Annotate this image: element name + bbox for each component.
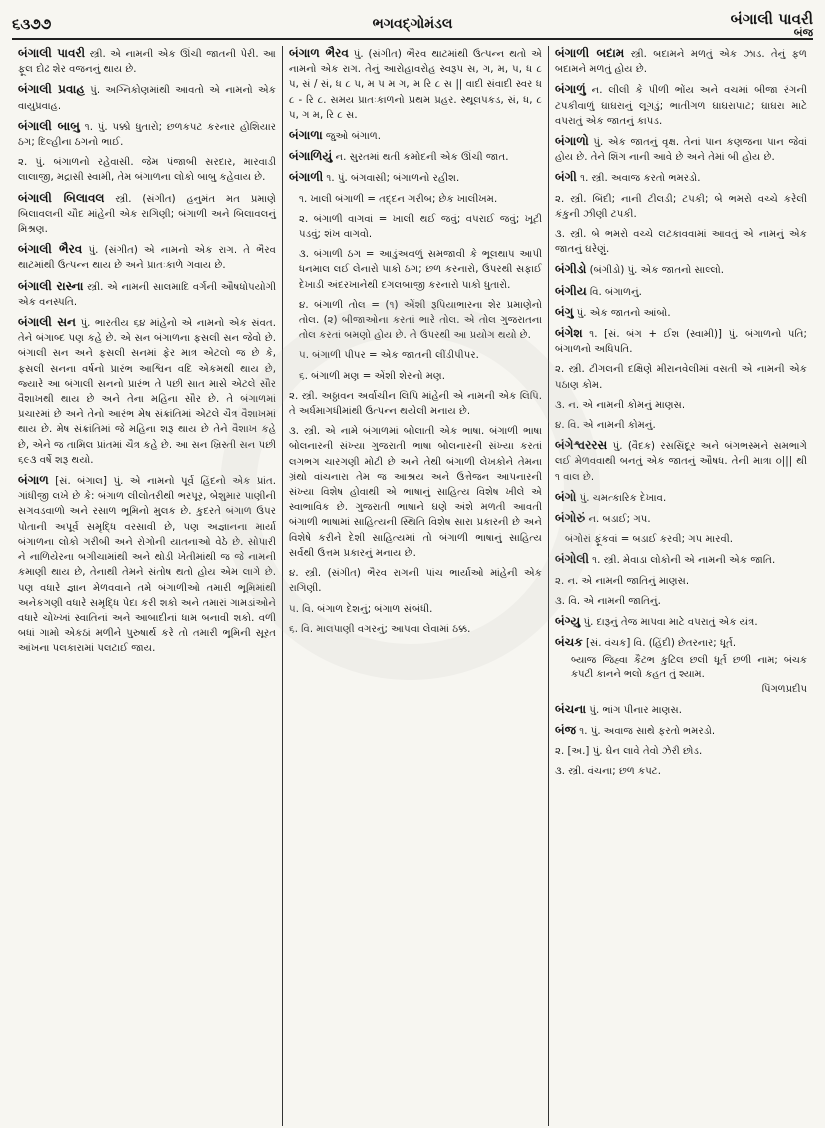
definition-text: ૨. બંગાળી વાગવાં = ખાલી થઈ જવું; વપરાઈ જવું; ખૂટી પડવું; શંખ વાગવો. <box>299 213 542 241</box>
dictionary-entry <box>289 389 542 419</box>
book-title: ભગવદ્ગોમંડલ <box>372 16 453 32</box>
dictionary-entry <box>289 424 542 561</box>
dictionary-entry <box>555 82 807 129</box>
headword: બંચક <box>555 635 583 650</box>
dictionary-entry <box>18 315 276 468</box>
dictionary-entry <box>555 723 807 739</box>
dictionary-entry <box>555 305 807 321</box>
definition-text: ૪. બંગાળી તોલ = (૧) એંશી રૂપિયાભારના શેર પ્રમાણેનો તોલ. (૨) બીજાઓના કરતાં ભારે તોલ. એ તોલ ગુજરાતના તોલ કરતાં બમણો હોય છે. તે ઉપરથી આ પ્રયોગ થયો છે. <box>299 299 542 342</box>
definition-text: સ્ત્રી. બદામને મળતું એક ઝાડ. તેનું ફળ બદામને મળતું હોય છે. <box>555 49 808 76</box>
headword: બંગાળ <box>18 473 49 488</box>
definition-text: પું. ભારતીય ૬૪ માંહેનો એ નામનો એક સંવત. તેને બંગાબ્દ પણ કહે છે. એ સન બંગાળના ફસલી સન જેવો છે. બંગાલી સન અને ફસલી સનમાં ફેર માત્ર એટલો જ છે કે, ફસલી સનના વર્ષનો પ્રારંભ આશ્વિન વદિ એકમથી થાય છે, જ્યારે આ બંગાલી સનનો પ્રારંભ તે પછી સાત માસે એટલે સૌર વૈશાખથી થાય છે અને તેના મહિના સૌર છે. તે બંગાળમાં પ્રચારમાં છે અને તેનો આરંભ મેષ સંક્રાંતિમાં એટલે ચૈત્ર વૈશાખમાં થાય છે. મેષ સંક્રાંતિમાં જે મહિના શરૂ થાય છે તેને વૈશાખ કહે છે, એને જ તામિલ પ્રાંતમાં ચૈત્ર કહે છે. આ સન ખ્રિસ્તી સન પછી ૬૯૩ વર્ષે શરૂ થયો. <box>18 318 276 466</box>
dictionary-entry <box>289 46 542 123</box>
definition-text: પું. ચમત્કારિક દેખાવ. <box>579 492 667 504</box>
dictionary-entry <box>289 192 542 207</box>
headword: બંગો <box>555 489 577 504</box>
headword: બંગાળી <box>289 170 324 185</box>
dictionary-entry <box>555 702 807 718</box>
dictionary-entry <box>555 284 807 300</box>
headword: બંગાલી બાબુ <box>18 118 80 133</box>
dictionary-entry <box>555 594 807 609</box>
dictionary-entry <box>289 149 542 165</box>
headword: બંગાળ ભૈરવ <box>289 46 349 60</box>
dictionary-entry <box>555 418 807 433</box>
dictionary-entry <box>555 574 807 589</box>
dictionary-entry <box>555 438 807 485</box>
dictionary-entry <box>555 46 807 77</box>
dictionary-entry <box>555 170 807 186</box>
dictionary-entry <box>289 348 542 363</box>
dictionary-entry <box>18 155 276 185</box>
headword: બંગેશ્વરરસ <box>555 438 608 453</box>
column-3 <box>548 46 813 1126</box>
definition-text: ન. બડાઈ; ગપ. <box>588 514 651 526</box>
page-header <box>12 10 813 40</box>
definition-text: ૨. સ્ત્રી. અઠ્ઠાવન અર્વાચીન લિપિ માંહેની એ નામની એક લિપિ. તે અર્ધમાગધીમાંથી ઉત્પન્ન થયેલી મનાય છે. <box>289 390 542 418</box>
dictionary-entry <box>18 279 276 310</box>
definition-text: [સં. વંચક] વિ. (હિંદી) છેતરનાર; ધૂર્ત. <box>585 638 737 650</box>
headword: બંગીય <box>555 283 587 298</box>
definition-text: ૩. બંગાળી ઠગ = આડુંઅવળું સમજાવી કે ભૂલથાપ આપી ધનમાલ લઈ લેનારો પાકો ઠગ; છળ કરનારો, ઉપરથી સફાઈ દેખાડી અંદરખાનેથી દગલબાજી કરનારો પાકો ધુતારો. <box>299 249 542 291</box>
quotation-source: પિંગળપ્રદીપ <box>761 683 807 695</box>
dictionary-entry <box>18 46 276 77</box>
dictionary-entry <box>555 227 807 257</box>
headword: બંગ્યુ <box>555 614 581 629</box>
dictionary-entry <box>18 191 276 238</box>
headword: બંગાલી બિલાવલ <box>18 190 105 205</box>
headword: બંગાળા <box>289 128 323 143</box>
headword: બંગાળી બદામ <box>555 46 625 60</box>
guide-word: બંગાલી પાવરી <box>730 10 813 28</box>
definition-text: ૨. પું. બંગાળનો રહેવાસી. જેમ પંજાબી સરદાર, મારવાડી લાલાજી, મદ્રાસી સ્વામી, તેમ બંગાળના લોકો બાબુ કહેવાય છે. <box>18 157 276 184</box>
headword: બંગાલી રાસ્ના <box>18 278 84 293</box>
headword: બંજ <box>555 722 576 737</box>
dictionary-entry <box>555 614 807 630</box>
definition-text: ૬. બંગાળી મણ = એંશી શેરનો મણ. <box>299 370 446 382</box>
headword: બંગેશ <box>555 326 583 341</box>
definition-text: પું. એક જાતનો આંબો. <box>576 307 671 319</box>
definition-text: પું. દારૂનું તેજ માપવા માટે વપરાતું એક યંત્ર. <box>583 617 758 629</box>
definition-text: પું. એક જાતનું વૃક્ષ. તેનાં પાન કણજના પાન જેવાં હોય છે. તેને શિંગ નાની આવે છે અને તેમાં બી હોય છે. <box>555 137 807 164</box>
headword: બંગોલી <box>555 552 589 567</box>
dictionary-entry <box>289 212 542 242</box>
definition-text: ૨. સ્ત્રી. ટીગલની દક્ષિણે મીરાનવેલીમાં વસતી એ નામની એક પઠાણ કોમ. <box>555 364 807 391</box>
dictionary-entry <box>289 247 542 293</box>
headword: બંગીડો <box>555 262 587 277</box>
definition-text: વિ. બંગાળનું. <box>589 286 642 298</box>
dictionary-entry <box>289 602 542 617</box>
dictionary-entry <box>289 622 542 637</box>
page-number: ૬૩૭૭ <box>12 15 52 33</box>
headword: બંગી <box>555 170 577 185</box>
definition-text: પું. અગ્નિકોણમાંથી આવતો એ નામનો એક વાયુપ્રવાહ. <box>18 85 276 112</box>
guide-word-block <box>731 10 813 38</box>
dictionary-entry <box>555 635 807 696</box>
dictionary-entry <box>289 170 542 186</box>
headword: બંગુ <box>555 304 574 319</box>
definition-text: ૩. વિ. એ નામની જાતિનું. <box>555 595 661 607</box>
definition-text: ૧. પું. અવાજ સાથે ફરતો ભમરડો. <box>579 725 716 737</box>
definition-text: ૪. સ્ત્રી. (સંગીત) ભૈરવ રાગની પાંચ ભાર્યાઓ માંહેની એક રાગિણી. <box>289 568 542 595</box>
definition-text: (બંગીડો) પું. એક જાતનો સાલ્લો. <box>589 265 725 277</box>
definition-text: સ્ત્રી. એ નામની સાલમાદિ વર્ગની ઔષધોપયોગી એક વનસ્પતિ. <box>18 281 276 308</box>
definition-text: જુઓ બંગાળ. <box>325 131 382 143</box>
definition-text: ૧. પું. પક્કો ધુતારો; છળકપટ કરનાર હોશિયાર ઠગ; દિલ્હીના ઠગનો ભાઈ. <box>18 121 277 149</box>
definition-text: [સં. બંગાલ] પું. એ નામનો પૂર્વ હિંદનો એક પ્રાંત. ગાંધીજી લખે છે કે: બંગાળ લીલોતરીથી ભરપૂર, બેશુમાર પાણીની સગવડવાળો અને રસાળ ભૂમિનો મુલક છે. કુદરતે બંગાળ ઉપર પોતાની અપૂર્વ સમૃદ્ધિ વરસાવી છે, પણ અજ્ઞાનના માર્યા બંગાળના લોકો ગરીબી અને રોગોની યાતનાઓ વેઠે છે. સોપારી ને નાળિયેરના બગીચામાંથી અને થોડી ખેતીમાંથી જ જે નામની કમાણી થાય છે, તેનાથી તેમને સંતોષ થતો હોય એમ લાગે છે. પણ વધારે જ્ઞાન મેળવવાને તમે બંગાળીઓ તમારી ભૂમિમાંથી અનેકગણી વધારે સમૃદ્ધિ પેદા કરી શકો અને તમારાં ગામડાંઓને વધારે ચોખ્ખાં સ્વાતિનાં અને આબાદીનાં ધામ બનાવી શકો. વળી બધાં ગામો એકઠાં મળીને પુરુષાર્થ કરે તો તમારી ભૂમિની સૂરત આંખના પલકારામાં પલટાઈ જાય. <box>18 476 276 655</box>
headword: બંગાલી સન <box>18 315 76 330</box>
definition-text: ૨. ન. એ નામની જાતિનું માણસ. <box>555 575 690 587</box>
definition-text: સ્ત્રી. એ નામની એક ઊંચી જાતની પેરી. આ ફૂલ દોઢ શેર વજનનું થાય છે. <box>18 49 277 76</box>
dictionary-entry <box>555 532 807 547</box>
dictionary-entry <box>289 298 542 344</box>
dictionary-entry <box>18 242 276 273</box>
headword: બંગાલી પાવરી <box>18 46 86 60</box>
definition-text: ૨. સ્ત્રી. બિંદી; નાની ટીલડી; ટપકી; બે ભમરો વચ્ચે કરેલી કંકુની ઝીણી ટપકી. <box>555 193 807 220</box>
dictionary-entry <box>18 82 276 113</box>
dictionary-entry <box>555 134 807 165</box>
definition-text: ૨. [અ.] પું. ઘેન લાવે તેવો ઝેરી છોડ. <box>555 746 703 758</box>
definition-text: ૫. વિ. બંગાળ દેશનું; બંગાળ સંબંધી. <box>289 603 433 615</box>
headword: બંગોરું <box>555 511 586 526</box>
definition-text: ૩. ન. એ નામની કોમનું માણસ. <box>555 399 686 411</box>
definition-text: પું. (સંગીત) એ નામનો એક રાગ. તે ભૈરવ થાટમાંથી ઉત્પન્ન થાય છે અને પ્રાતઃકાળે ગવાય છે. <box>18 245 276 272</box>
definition-text: ૩. સ્ત્રી. એ નામે બંગાળમાં બોલાતી એક ભાષા. બંગાળી ભાષા બોલનારની સંખ્યા ગુજરાતી ભાષા બોલનારની સંખ્યા કરતાં લગભગ ચારગણી મોટી છે અને તેથી બંગાળી લેખકોને તેમના ગ્રંથો વાંચનારા તેમ જ આશ્રય અને ઉત્તેજન આપનારની સંખ્યા વિશેષ હોવાથી એ ભાષાનું સાહિત્ય વિશેષ ખીલે એ સ્વાભાવિક છે. ગુજરાતી ભાષાને ઘણે અંશે મળતી આવતી બંગાળી ભાષામાં સાહિત્યની સ્થિતિ વિશેષ સારા પ્રકારની છે અને વિશેષે કરીને દેશી સાહિત્યમાં તો બંગાળી ભાષાનું સાહિત્ય સર્વથી ઉત્તમ પ્રકારનું મનાય છે. <box>289 426 542 559</box>
dictionary-entry <box>555 326 807 357</box>
definition-text: ૩. સ્ત્રી. બે ભમરો વચ્ચે લટકાવવામાં આવતું એ નામનું એક જાતનું ઘરેણું. <box>555 229 807 256</box>
quotation: બ્યાજ જિહ્વા કૈટભ કુટિલ છલી ધૂર્ત છળી નામ; બંચક કપટી કાનને ભલો કહત તું શ્યામ. <box>571 654 807 680</box>
definition-text: પું. ભાંગ પીનાર માણસ. <box>589 704 682 716</box>
definition-text: બંગોરાં ફૂંકવાં = બડાઈ કરવી; ગપ મારવી. <box>565 534 733 546</box>
definition-text: ૧. [સં. બંગ + ઈશ (સ્વામી)] પું. બંગાળનો પતિ; બંગાળનો અધિપતિ. <box>555 329 807 356</box>
definition-text: ૫. બંગાળી પીપર = એક જાતની લીંડીપીપર. <box>299 350 479 362</box>
definition-text: ૧. સ્ત્રી. મેવાડા લોકોની એ નામની એક જાતિ. <box>592 555 776 567</box>
dictionary-entry <box>555 262 807 278</box>
dictionary-entry <box>18 473 276 656</box>
dictionary-entry <box>555 490 807 506</box>
definition-text: ૪. વિ. એ નામની કોમનું. <box>555 420 656 432</box>
dictionary-entry <box>555 552 807 568</box>
dictionary-entry <box>555 192 807 222</box>
headword: બંગાલી ભૈરવ <box>18 242 83 257</box>
definition-text: ન. સુરતમાં થતી કમોદની એક ઊંચી જાત. <box>335 152 509 164</box>
dictionary-entry <box>289 128 542 144</box>
dictionary-entry <box>555 764 807 779</box>
dictionary-entry <box>289 369 542 384</box>
definition-text: ૩. સ્ત્રી. વંચના; છળ કપટ. <box>555 766 661 778</box>
dictionary-entry <box>18 119 276 150</box>
columns <box>12 46 813 1126</box>
headword: બંગાલી પ્રવાહ <box>18 82 85 97</box>
headword: બંગાળું <box>555 82 586 97</box>
dictionary-entry <box>555 362 807 392</box>
guide-word-end: બંજ <box>793 26 813 39</box>
dictionary-entry <box>555 744 807 759</box>
column-2 <box>282 46 548 1126</box>
dictionary-entry <box>555 511 807 527</box>
headword: બંગાળિયું <box>289 149 333 164</box>
definition-text: સ્ત્રી. (સંગીત) હનુમંત મત પ્રમાણે બિલાવલની ચૌદ માંહેની એક રાગિણી; બંગાળી અને બિલાવલનું મિશ્રણ. <box>18 193 277 236</box>
definition-text: ૧. ખાલી બંગાળી = તદ્દન ગરીબ; છેક ખાલીખમ. <box>299 193 498 205</box>
dictionary-entry <box>289 566 542 596</box>
definition-text: ૧. સ્ત્રી. અવાજ કરતો ભમરડો. <box>580 173 701 185</box>
dictionary-entry <box>555 398 807 413</box>
definition-text: ૬. વિ. માલપાણી વગરનું; આપવા લેવામાં ઠક્ક. <box>289 623 471 635</box>
definition-text: પું. (વૈદક) રસસિંદૂર અને બંગભસ્મને સમભાગે લઈ મેળવવાથી બનતું એક જાતનું ઔષધ. તેની માત્રા ૦||| થી ૧ વાલ છે. <box>555 441 807 483</box>
definition-text: પું. (સંગીત) ભૈરવ થાટમાંથી ઉત્પન્ન થતો એ નામનો એક રાગ. તેનું આરોહાવરોહ સ્વરૂપ સ, ગ, મ, પ, ધ ૮ પ, સં / સં, ધ ૮ પ, મ પ મ ગ, મ રિ ૮ સ || વાદી સંવાદી સ્વર ધ ૮ - રિ ૮. સમય પ્રાતઃકાળનો પ્રથમ પ્રહર. સ્થૂલપકડ, સં, ધ, ૮ પ, ગ મ, રિ ૮ સ. <box>289 49 542 121</box>
column-1 <box>12 46 282 1126</box>
headword: બંગાળો <box>555 134 589 149</box>
definition-text: ૧. પું. બંગવાસી; બંગાળનો રહીશ. <box>326 173 460 185</box>
headword: બંચના <box>555 701 587 716</box>
definition-text: ન. લીલી કે પીળી ભોંય અને વચમાં બીજા રંગની ટપકીવાળું ઘાઘરાનું લૂગડું; ભાતીગળ ઘાઘરાપાટ; ઘાઘરા માટે વપરાતું એક જાતનું કાપડ. <box>555 85 807 127</box>
